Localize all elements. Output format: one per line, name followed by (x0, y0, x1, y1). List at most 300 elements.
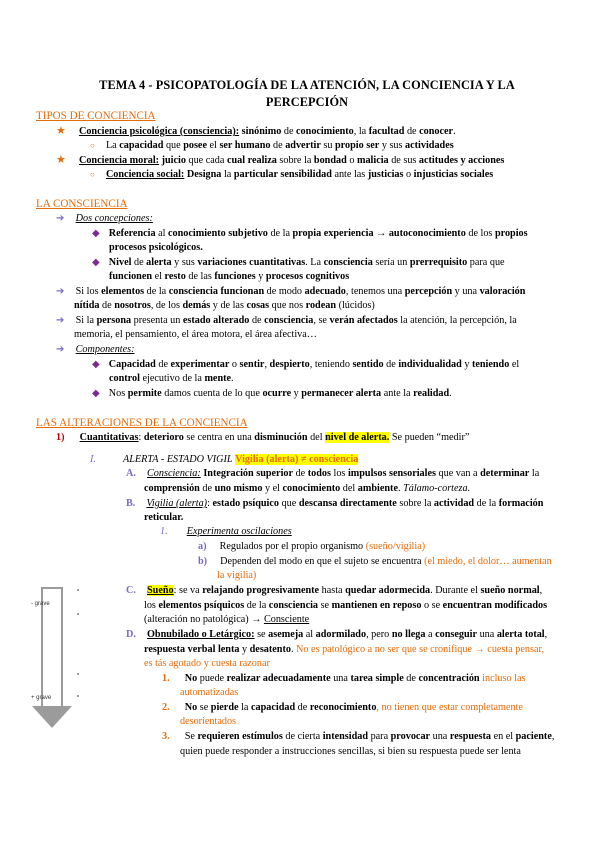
text-segment: se (197, 702, 211, 713)
section-heading-consciencia: LA CONSCIENCIA (36, 198, 128, 210)
rich-text (185, 702, 523, 713)
text-segment: Si los (75, 286, 102, 297)
text-segment: relajando progresivamente (202, 585, 320, 596)
text-segment: ocurre (262, 388, 292, 399)
list-item-cuantitativas (56, 431, 469, 446)
text-segment: Consciente (263, 614, 310, 625)
text-segment: Obnubilado o Letárgico: (147, 629, 255, 640)
text-segment: . Durante el (430, 585, 481, 596)
scale-dot (77, 589, 79, 591)
text-line: quien puede responder a instrucciones sencillas, si bien su respuesta puede ser lenta (180, 746, 521, 757)
rich-text (184, 169, 493, 180)
text-line: memoria, el pensamiento, el área motora, el área afectiva… (74, 329, 317, 340)
text-segment: de (131, 257, 147, 268)
text-segment: Referencia (108, 228, 156, 239)
text-segment: Se (184, 731, 198, 742)
text-segment: actitudes y acciones (418, 155, 505, 166)
list-item-conciencia-social: ○ Conciencia social: Designa la particular sensibilidad ante las justicias o injusticias sociales (90, 169, 494, 180)
text-segment: sobre la (396, 498, 434, 509)
text-segment: justicias (367, 169, 404, 180)
text-segment: No (184, 673, 198, 684)
arrow-bullet-icon: ➔ (56, 344, 65, 355)
text-segment: la (529, 468, 540, 479)
text-segment: requieren estímulos (197, 731, 283, 742)
list-item-conciencia-psicologica: ★ Conciencia psicológica (consciencia): sinónimo de conocimiento, la facultad de conocer. (56, 125, 456, 137)
text-segment: Designa (186, 169, 222, 180)
text-segment: desatento (249, 644, 291, 655)
text-segment: de (293, 468, 308, 479)
text-segment: , de los (150, 300, 183, 311)
list-item-persona (56, 314, 517, 329)
rich-text (185, 731, 555, 742)
text-segment: : (207, 498, 213, 509)
text-segment: que cada (185, 155, 227, 166)
text-segment: para (368, 731, 391, 742)
list-item-dependen: b) Dependen del modo en que el sujeto se encuentra (el miedo, el dolor… aumentan (198, 556, 552, 567)
text-segment: nivel de alerta. (325, 432, 390, 443)
text-segment: Vigilia (alerta) (146, 498, 208, 509)
text-segment: , (544, 629, 548, 640)
text-segment: quedar adormecida (345, 585, 431, 596)
text-segment: y el (262, 483, 283, 494)
text-segment: mantienen en reposo (331, 600, 422, 611)
text-segment: estado alterado (182, 315, 250, 326)
section-heading-tipos: TIPOS DE CONCIENCIA (36, 110, 156, 122)
text-segment: de (155, 359, 171, 370)
list-number: 1. (162, 673, 170, 684)
scale-label-top: - grave (31, 601, 50, 607)
text-segment: de (281, 126, 297, 137)
list-item-referencia (92, 227, 528, 242)
text-segment: y sus (379, 140, 406, 151)
text-segment: el (509, 359, 520, 370)
text-segment: determinar (480, 468, 530, 479)
text-segment: de la (244, 600, 269, 611)
text-segment: pierde (210, 702, 239, 713)
text-segment: : se va (173, 585, 203, 596)
arrow-bullet-icon: ➔ (56, 286, 65, 297)
circle-bullet-icon: ○ (90, 170, 95, 179)
diamond-bullet-icon: ◆ (92, 388, 100, 399)
text-segment: intensidad (322, 731, 369, 742)
text-line: procesos psicológicos. (109, 242, 203, 253)
text-segment: al (155, 228, 169, 239)
text-segment: mente (204, 373, 232, 384)
text-segment: de (249, 315, 265, 326)
list-item-capacidad (90, 139, 454, 154)
text-segment: resto (164, 271, 186, 282)
list-item-obnubilado (126, 628, 547, 643)
scale-label-bottom: + grave (31, 695, 52, 701)
text-segment: , (264, 359, 270, 370)
text-segment: tarea simple (350, 673, 404, 684)
text-segment: Consciencia: (147, 468, 201, 479)
text-segment: ejecutivo de la (139, 373, 205, 384)
text-segment: hasta (319, 585, 346, 596)
list-item-consciencia-def (126, 467, 539, 482)
list-number: 3. (162, 731, 170, 742)
text-segment: adormilado (315, 629, 367, 640)
text-segment: respuesta (449, 731, 492, 742)
text-segment: del (340, 483, 358, 494)
text-segment: la atención, la percepción, la (397, 315, 517, 326)
list-item-dos-concepciones: ➔ Dos concepciones: (56, 213, 153, 224)
text-segment: elementos psíquicos (158, 600, 245, 611)
text-segment: ser humano (219, 140, 271, 151)
list-number: B. (126, 498, 136, 509)
list-number: 1. (160, 526, 168, 537)
text-segment: procesos cognitivos (265, 271, 350, 282)
scale-dot (77, 695, 79, 697)
text-segment: juicio (161, 155, 186, 166)
text-segment: variaciones cuantitativas (197, 257, 306, 268)
rich-text (185, 673, 526, 684)
text-segment: uno mismo (214, 483, 263, 494)
text-segment: capacidad (250, 702, 296, 713)
list-item-sueno (126, 584, 542, 599)
rich-text (147, 468, 539, 479)
text-segment: , (539, 585, 543, 596)
text-segment: conocer (419, 126, 454, 137)
list-item-oscilaciones: 1. Experimenta oscilaciones (160, 526, 292, 537)
text-segment: ante las (331, 169, 368, 180)
scale-dot (77, 613, 79, 615)
list-item-se-requieren (162, 730, 554, 745)
list-item-conciencia-moral: ★ Conciencia moral: juicio que cada cual realiza sobre la bondad o malicia de sus actitudes y acciones (56, 154, 505, 166)
text-segment: No (184, 702, 198, 713)
text-segment: encuentran modificados (442, 600, 548, 611)
text-segment: propia experiencia → autoconocimiento (292, 228, 466, 239)
text-segment: ambiente (357, 483, 398, 494)
text-line (144, 599, 547, 614)
text-segment: consciencia funcionan (168, 286, 265, 297)
text-segment: , no tienen que estar completamente (376, 702, 523, 713)
text-segment: deterioro (143, 432, 184, 443)
text-segment: su (320, 140, 336, 151)
text-segment: de los (465, 228, 495, 239)
text-segment: , se (313, 315, 330, 326)
text-segment: de la (267, 228, 293, 239)
title-line-2: PERCEPCIÓN (265, 95, 349, 109)
text-segment: concentración (418, 673, 480, 684)
text-segment: o (403, 169, 414, 180)
text-segment: injusticias sociales (413, 169, 494, 180)
text-segment: sentido (352, 359, 384, 370)
rich-text (147, 629, 547, 640)
text-segment: individualidad (398, 359, 462, 370)
text-segment: asemeja (268, 629, 304, 640)
text-segment: de modo (264, 286, 305, 297)
text-segment: la (238, 702, 251, 713)
text-segment: al (303, 629, 316, 640)
text-segment: particular sensibilidad (233, 169, 332, 180)
list-number: D. (126, 629, 136, 640)
text-segment: teniendo (471, 359, 510, 370)
rich-text (147, 585, 542, 596)
text-segment: para que (467, 257, 505, 268)
text-segment: que (163, 140, 184, 151)
text-segment: , tenemos una (345, 286, 405, 297)
scale-arrow-head (32, 706, 72, 728)
text-segment: . La (305, 257, 324, 268)
text-segment: funciones (214, 271, 256, 282)
text-segment: una (430, 731, 450, 742)
rich-text (106, 140, 454, 151)
list-item-nos-permite (92, 387, 452, 402)
text-segment: damos cuenta de lo que (161, 388, 263, 399)
document-title (40, 77, 574, 111)
list-number: 1) (56, 432, 65, 443)
text-segment: paciente (515, 731, 552, 742)
text-line: automatizadas (180, 687, 239, 698)
text-segment: sería un (372, 257, 410, 268)
text-segment: consciencia (323, 257, 373, 268)
text-segment: sentir (239, 359, 265, 370)
star-bullet-icon: ★ (56, 125, 66, 137)
text-segment: alerta (146, 257, 172, 268)
diamond-bullet-icon: ◆ (92, 359, 100, 370)
text-segment: . (453, 126, 456, 137)
text-segment: sobre la (276, 155, 314, 166)
text-segment: realidad (413, 388, 450, 399)
text-line (109, 270, 349, 285)
text-segment: del (307, 432, 326, 443)
text-segment: permite (127, 388, 162, 399)
text-segment: presenta un (131, 315, 183, 326)
text-segment: ante la (381, 388, 414, 399)
text-line (144, 482, 470, 497)
text-segment: consciencia (268, 600, 319, 611)
section-heading-alteraciones: LAS ALTERACIONES DE LA CONCIENCIA (36, 417, 248, 429)
list-item-alerta-estado-vigil: I. ALERTA - ESTADO VIGIL Vigilia (alerta) ≠ consciencia (90, 454, 359, 465)
text-segment: en el (491, 731, 516, 742)
text-segment: valoración (479, 286, 526, 297)
text-segment: alerta total (496, 629, 545, 640)
text-segment: , (551, 731, 555, 742)
text-line: es tás agotado y cuesta razonar (144, 658, 270, 669)
list-number: I. (90, 454, 96, 465)
text-segment: de la (144, 286, 169, 297)
text-segment: que (279, 498, 299, 509)
text-segment: de (403, 673, 419, 684)
text-segment: actividad (433, 498, 475, 509)
text-segment: y sus (171, 257, 198, 268)
diamond-bullet-icon: ◆ (92, 228, 100, 239)
text-segment: conseguir (435, 629, 478, 640)
text-segment: formación (498, 498, 544, 509)
text-line: reticular. (144, 512, 184, 523)
list-item-regulados: a) Regulados por el propio organismo (sueño/vigilia) (198, 541, 426, 552)
list-number: A. (126, 468, 136, 479)
text-segment: impulsos sensoriales (347, 468, 436, 479)
rich-text (109, 359, 519, 370)
text-segment: respuesta verbal lenta (144, 644, 240, 655)
list-item-no-se-pierde (162, 701, 523, 716)
text-segment: sinónimo (241, 126, 282, 137)
text-segment: y (255, 271, 266, 282)
text-segment: (lúcidos) (336, 300, 375, 311)
text-segment: consciencia (264, 315, 314, 326)
text-segment: incluso las (479, 673, 526, 684)
arrow-bullet-icon: ➔ (56, 315, 65, 326)
text-segment: despierto (269, 359, 310, 370)
text-segment: y (291, 388, 302, 399)
rich-text (80, 432, 470, 443)
text-segment: No es patológico a no ser que se cronifique → cuesta pensar, (296, 644, 545, 655)
text-segment: verán afectados (329, 315, 398, 326)
text-segment: los (330, 468, 348, 479)
text-line (74, 299, 375, 314)
list-item-componentes: ➔ Componentes: (56, 344, 135, 355)
text-segment: que van a (435, 468, 481, 479)
text-segment: conocimiento (296, 126, 354, 137)
text-segment: comprensión (144, 483, 200, 494)
text-segment: cual realiza (226, 155, 277, 166)
text-segment: que nos (269, 300, 306, 311)
text-segment: malicia (356, 155, 389, 166)
rich-text (109, 257, 505, 268)
text-segment: los (144, 600, 159, 611)
text-segment: . (290, 644, 297, 655)
list-number: b) (198, 556, 208, 567)
rich-text (159, 155, 504, 166)
text-segment: realizar adecuadamente (226, 673, 331, 684)
text-segment: disminución (254, 432, 308, 443)
text-segment: bondad (313, 155, 347, 166)
text-segment: de (383, 359, 399, 370)
text-segment: a (425, 629, 436, 640)
text-segment: y (239, 644, 250, 655)
text-segment: Capacidad (108, 359, 156, 370)
text-segment: el (152, 271, 165, 282)
text-segment: de cierta (282, 731, 323, 742)
text-segment: y de las (210, 300, 247, 311)
text-segment: puede (197, 673, 227, 684)
text-segment: Se pueden “medir” (389, 432, 470, 443)
text-segment: Si la (75, 315, 97, 326)
text-segment: el (206, 140, 220, 151)
text-segment: persona (96, 315, 132, 326)
text-segment: propio ser (335, 140, 380, 151)
text-segment: una (477, 629, 497, 640)
text-segment: de (270, 140, 286, 151)
text-segment: se (254, 629, 269, 640)
text-segment: nítida (74, 300, 100, 311)
text-segment: Cuantitativas (79, 432, 139, 443)
text-line: desorientados (180, 716, 237, 727)
text-segment: una (330, 673, 351, 684)
text-segment: Tálamo-corteza. (403, 483, 471, 494)
text-segment: y una (452, 286, 480, 297)
rich-text (76, 315, 517, 326)
highlighted-text: Vigilia (alerta) ≠ consciencia (235, 454, 359, 465)
text-segment: reconocimiento (309, 702, 377, 713)
rich-text (109, 228, 528, 239)
rich-text (76, 286, 526, 297)
text-segment: (alteración no patológica) → (144, 614, 264, 625)
scale-dot (77, 673, 79, 675)
text-segment: todos (307, 468, 331, 479)
text-segment: de (295, 702, 310, 713)
text-line (144, 613, 309, 628)
text-segment: Integración superior (203, 468, 294, 479)
list-item-elementos (56, 285, 525, 300)
list-item-vigilia (126, 497, 543, 512)
text-segment: , teniendo (309, 359, 353, 370)
text-segment: . (449, 388, 452, 399)
rich-text (239, 126, 456, 137)
diamond-bullet-icon: ◆ (92, 257, 100, 268)
text-segment: , la (353, 126, 369, 137)
text-segment: de las (185, 271, 215, 282)
text-segment: descansa directamente (298, 498, 397, 509)
text-segment: , pero (366, 629, 392, 640)
list-number: a) (198, 541, 207, 552)
text-segment: no llega (391, 629, 426, 640)
text-segment: de sus (388, 155, 419, 166)
text-segment: y (461, 359, 472, 370)
rich-text (109, 388, 452, 399)
text-segment: nosotros (114, 300, 151, 311)
text-line: la vigilia) (217, 570, 257, 581)
text-segment: provocar (390, 731, 431, 742)
text-segment: adecuado (304, 286, 346, 297)
text-segment: facultad (368, 126, 405, 137)
text-segment: o se (421, 600, 443, 611)
text-segment: demás (182, 300, 211, 311)
title-line-1: TEMA 4 - PSICOPATOLOGÍA DE LA ATENCIÓN, LA CONCIENCIA Y LA (99, 78, 515, 92)
text-segment: propios (494, 228, 528, 239)
text-segment: o (229, 359, 240, 370)
text-segment: la (221, 169, 234, 180)
text-segment: . (231, 373, 234, 384)
text-segment: experimentar (170, 359, 230, 370)
text-segment: elementos (101, 286, 145, 297)
list-item-no-puede (162, 672, 525, 687)
text-segment: control (109, 373, 140, 384)
text-segment: funcionen (109, 271, 153, 282)
arrow-bullet-icon: ➔ (56, 213, 65, 224)
text-segment: posee (183, 140, 207, 151)
text-segment: percepción (404, 286, 453, 297)
list-number: C. (126, 585, 136, 596)
text-segment: rodean (305, 300, 337, 311)
text-segment: advertir (285, 140, 321, 151)
list-item-capacidad-experimentar (92, 358, 519, 373)
text-segment: La (105, 140, 120, 151)
text-segment: . (397, 483, 404, 494)
rich-text (146, 498, 543, 509)
text-segment: conocimiento (282, 483, 341, 494)
text-segment: estado psíquico (212, 498, 280, 509)
text-segment: de (199, 483, 215, 494)
text-segment: Sueño (147, 585, 174, 596)
text-segment: de la (474, 498, 499, 509)
text-segment: sueño normal (480, 585, 540, 596)
text-segment: permanecer alerta (301, 388, 382, 399)
text-segment: Nivel (108, 257, 132, 268)
text-segment: en una (222, 432, 255, 443)
text-segment: : (138, 432, 144, 443)
text-segment: cosas (246, 300, 270, 311)
text-line (144, 643, 544, 658)
text-segment: prerrequisito (409, 257, 468, 268)
text-line (109, 372, 234, 387)
text-segment: se (183, 432, 198, 443)
text-segment: o (346, 155, 357, 166)
text-segment: de (404, 126, 420, 137)
text-segment: conocimiento subjetivo (168, 228, 268, 239)
